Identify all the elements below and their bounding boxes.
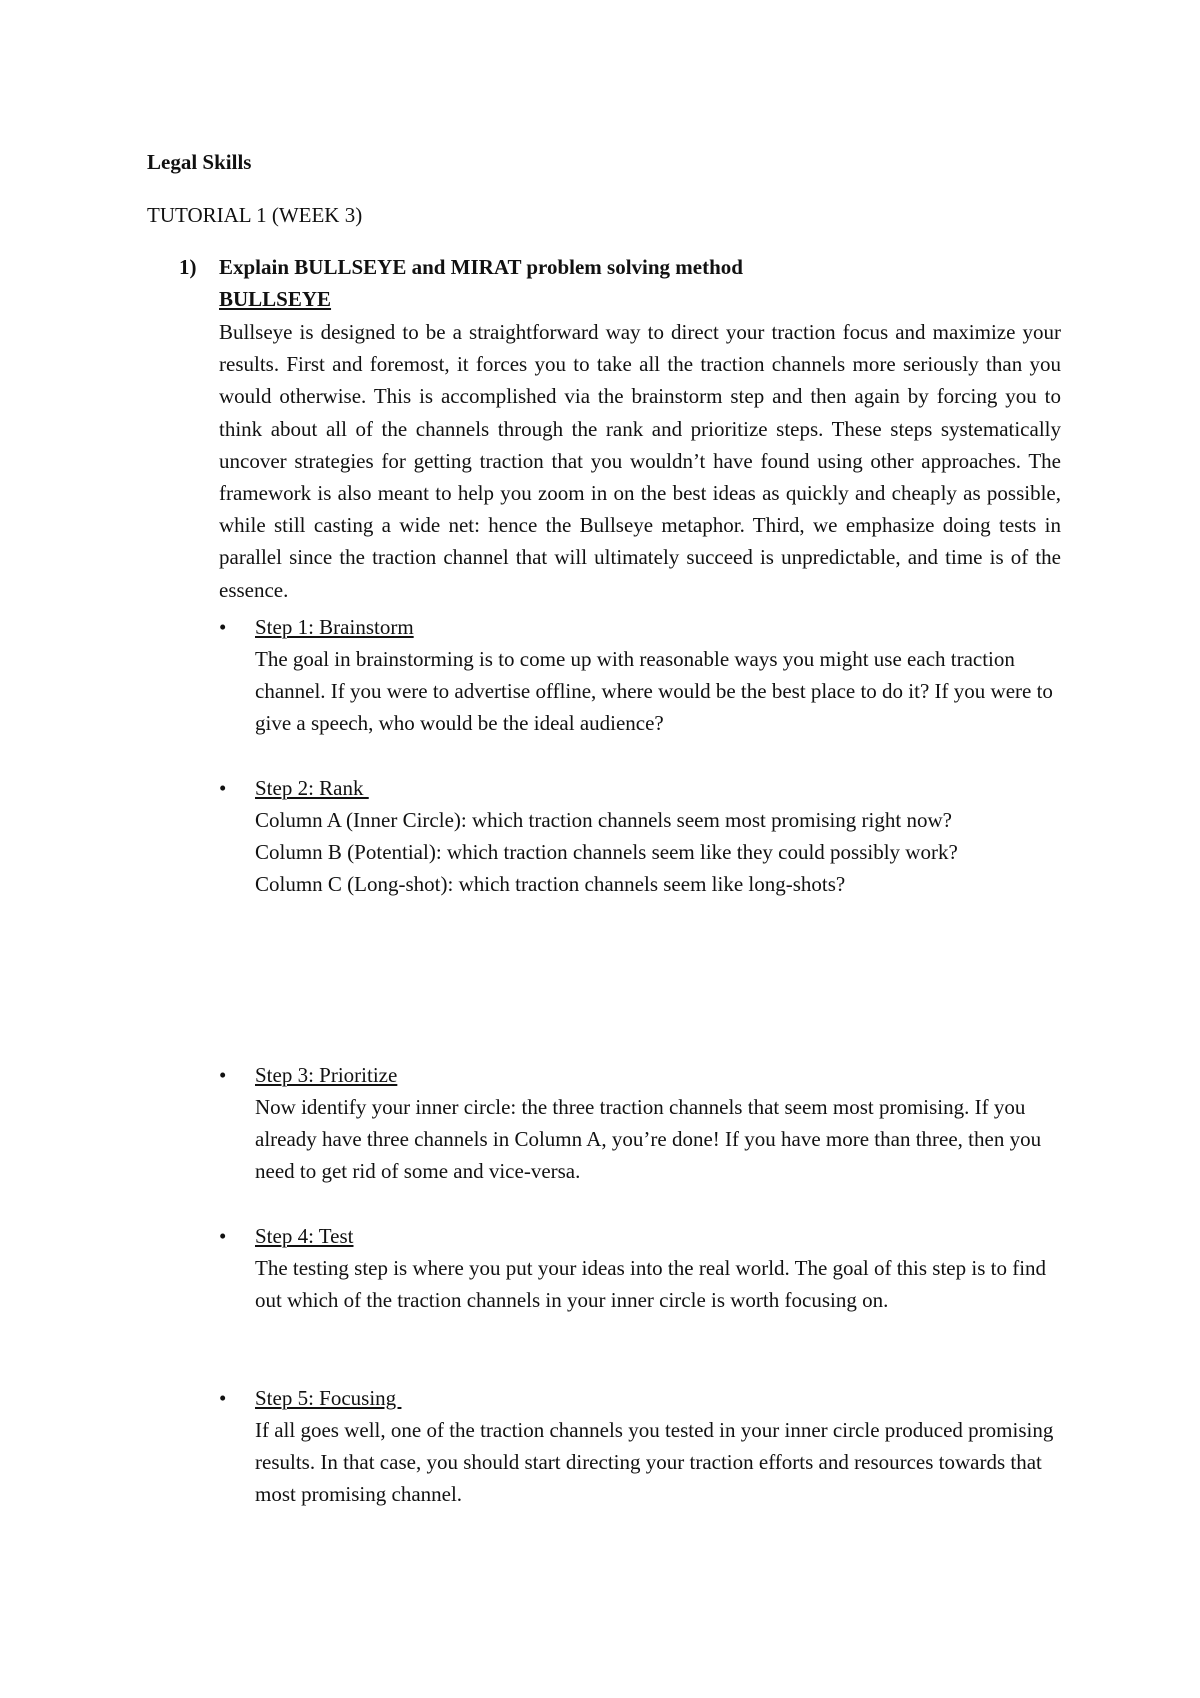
- bullet-icon: •: [219, 776, 227, 800]
- step-2-line: Column C (Long-shot): which traction channels seem like long-shots?: [255, 872, 846, 896]
- step-3-body: Now identify your inner circle: the three traction channels that seem most promising. If you already have three channels in Column A, you’re done! If you have more than three, then you need to get rid of some and vice-versa.: [255, 1095, 1042, 1183]
- section-heading-bullseye: BULLSEYE: [219, 287, 332, 311]
- bullet-icon: •: [219, 1386, 227, 1410]
- step-5-body: If all goes well, one of the traction channels you tested in your inner circle produced promising results. In that case, you should start directing your traction efforts and resources towards that most promising channel.: [255, 1418, 1054, 1506]
- bullet-icon: •: [219, 615, 227, 639]
- step-1-body: The goal in brainstorming is to come up with reasonable ways you might use each traction channel. If you were to advertise offline, where would be the best place to do it? If you were to give a speech, who would be the ideal audience?: [255, 647, 1053, 735]
- step-1-heading: Step 1: Brainstorm: [255, 615, 414, 639]
- intro-paragraph: Bullseye is designed to be a straightforward way to direct your traction focus and maximize your results. First and foremost, it forces you to take all the traction channels more seriously than you would otherwise. This is accomplished via the brainstorm step and then again by forcing you to think about all of the channels through the rank and prioritize steps. These steps systematically uncover strategies for getting traction that you wouldn’t have found using other approaches. The framework is also meant to help you zoom in on the best ideas as quickly and cheaply as possible, while still casting a wide net: hence the Bullseye metaphor. Third, we emphasize doing tests in parallel since the traction channel that will ultimately succeed is unpredictable, and time is of the essence.: [219, 320, 1061, 602]
- bullet-icon: •: [219, 1224, 227, 1248]
- step-2-heading: Step 2: Rank: [255, 776, 369, 800]
- step-3-heading: Step 3: Prioritize: [255, 1063, 398, 1087]
- step-5-heading: Step 5: Focusing: [255, 1386, 402, 1410]
- document-subtitle: TUTORIAL 1 (WEEK 3): [147, 203, 363, 227]
- document-title: Legal Skills: [147, 150, 252, 174]
- question-text: Explain BULLSEYE and MIRAT problem solving method: [219, 255, 743, 279]
- question-number: 1): [179, 255, 197, 279]
- bullet-icon: •: [219, 1063, 227, 1087]
- step-4-body: The testing step is where you put your ideas into the real world. The goal of this step is to find out which of the traction channels in your inner circle is worth focusing on.: [255, 1256, 1047, 1312]
- step-4-heading: Step 4: Test: [255, 1224, 354, 1248]
- step-2-line: Column B (Potential): which traction channels seem like they could possibly work?: [255, 840, 958, 864]
- step-2-body: [255, 804, 1075, 900]
- step-2-line: Column A (Inner Circle): which traction channels seem most promising right now?: [255, 808, 952, 832]
